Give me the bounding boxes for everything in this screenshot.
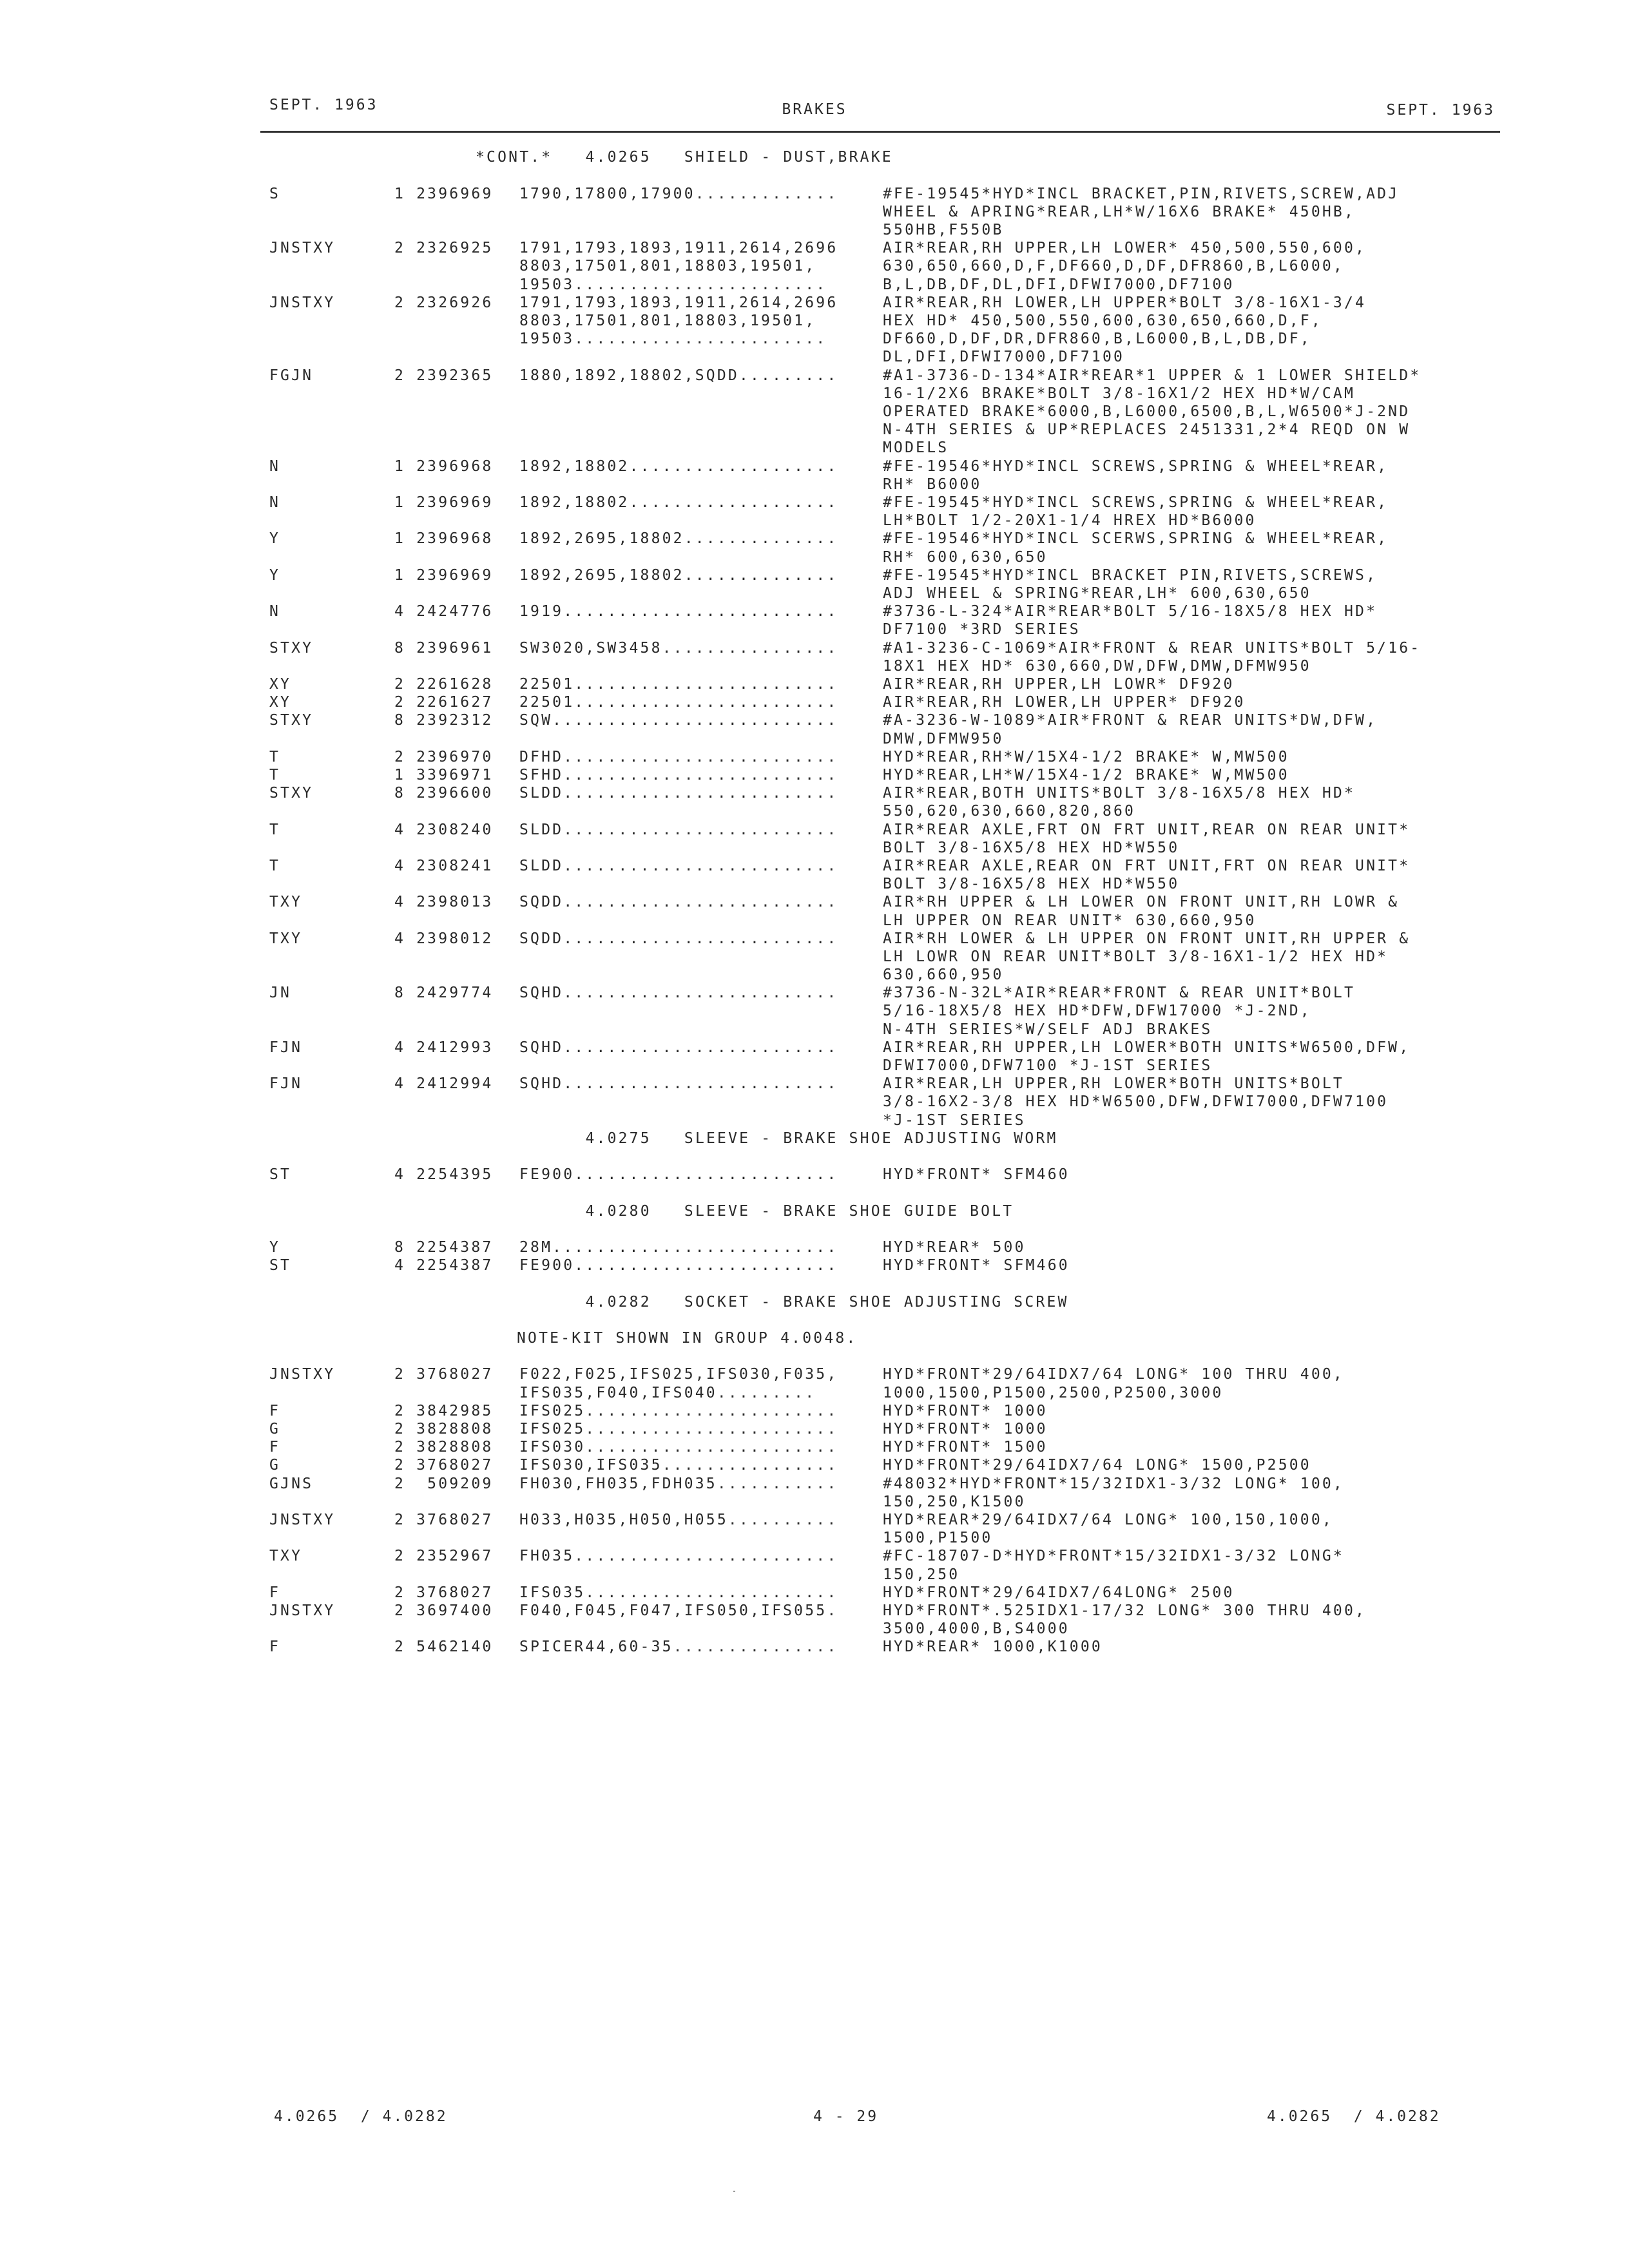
entry-description-continuation: *J-1ST SERIES <box>883 1112 1026 1129</box>
entry-qty-part-number: 1 2396968 <box>394 458 494 475</box>
entry-applicable-models: SLDD......................... <box>519 822 838 838</box>
entry-model-codes: JNSTXY <box>269 1602 336 1619</box>
entry-models-continuation: 8803,17501,801,18803,19501, <box>519 312 816 329</box>
entry-applicable-models: FH035........................ <box>519 1548 838 1564</box>
entry-description: #A1-3236-C-1069*AIR*FRONT & REAR UNITS*BOLT 5/16- <box>883 640 1422 657</box>
entry-qty-part-number: 2 3828808 <box>394 1421 494 1437</box>
entry-applicable-models: FE900........................ <box>519 1257 838 1274</box>
entry-applicable-models: FE900........................ <box>519 1166 838 1183</box>
entry-description-continuation: LH LOWR ON REAR UNIT*BOLT 3/8-16X1-1/2 HEX HD* <box>883 948 1389 965</box>
entry-description: #FE-19545*HYD*INCL BRACKET PIN,RIVETS,SCREWS, <box>883 567 1378 584</box>
entry-applicable-models: 1892,2695,18802.............. <box>519 567 838 584</box>
entry-description: #3736-L-324*AIR*REAR*BOLT 5/16-18X5/8 HEX HD* <box>883 603 1378 620</box>
entry-description: HYD*FRONT* 1500 <box>883 1439 1048 1456</box>
entry-description-continuation: RH* B6000 <box>883 476 982 493</box>
entry-description: HYD*FRONT*29/64IDX7/64 LONG* 1500,P2500 <box>883 1457 1311 1474</box>
entry-qty-part-number: 2 2326925 <box>394 240 494 256</box>
entry-description-continuation: N-4TH SERIES & UP*REPLACES 2451331,2*4 REQD ON W <box>883 421 1411 438</box>
header-title: BRAKES <box>782 101 847 118</box>
section-heading: 4.0282 SOCKET - BRAKE SHOE ADJUSTING SCREW <box>476 1294 1069 1311</box>
entry-qty-part-number: 2 509209 <box>394 1475 494 1492</box>
entry-qty-part-number: 8 2392312 <box>394 712 494 729</box>
entry-description-continuation: 18X1 HEX HD* 630,660,DW,DFW,DMW,DFMW950 <box>883 658 1311 675</box>
entry-qty-part-number: 2 3828808 <box>394 1439 494 1456</box>
entry-qty-part-number: 4 2308241 <box>394 858 494 874</box>
entry-models-continuation: IFS035,F040,IFS040......... <box>519 1385 816 1401</box>
entry-qty-part-number: 4 2254387 <box>394 1257 494 1274</box>
entry-description: AIR*RH UPPER & LH LOWER ON FRONT UNIT,RH LOWR & <box>883 894 1400 910</box>
entry-model-codes: STXY <box>269 712 314 729</box>
entry-description: AIR*REAR,RH UPPER,LH LOWER*BOTH UNITS*W6500,DFW, <box>883 1039 1411 1056</box>
entry-description: #A-3236-W-1089*AIR*FRONT & REAR UNITS*DW,DFW, <box>883 712 1378 729</box>
entry-applicable-models: IFS025....................... <box>519 1403 838 1419</box>
entry-qty-part-number: 2 2352967 <box>394 1548 494 1564</box>
entry-description-continuation: 550,620,630,660,820,860 <box>883 803 1136 820</box>
entry-qty-part-number: 2 5462140 <box>394 1639 494 1655</box>
entry-description: AIR*RH LOWER & LH UPPER ON FRONT UNIT,RH UPPER & <box>883 930 1411 947</box>
entry-description: HYD*FRONT*.525IDX1-17/32 LONG* 300 THRU 400, <box>883 1602 1367 1619</box>
entry-description: #3736-N-32L*AIR*REAR*FRONT & REAR UNIT*BOLT <box>883 985 1356 1001</box>
entry-description: HYD*REAR*29/64IDX7/64 LONG* 100,150,1000, <box>883 1512 1333 1528</box>
entry-model-codes: ST <box>269 1257 292 1274</box>
entry-qty-part-number: 1 2396969 <box>394 186 494 202</box>
entry-description: AIR*REAR AXLE,REAR ON FRT UNIT,FRT ON REAR UNIT* <box>883 858 1411 874</box>
entry-description: AIR*REAR,RH LOWER,LH UPPER* DF920 <box>883 694 1246 711</box>
entry-model-codes: G <box>269 1421 281 1437</box>
entry-description: AIR*REAR,RH UPPER,LH LOWR* DF920 <box>883 676 1235 693</box>
entry-qty-part-number: 4 2412993 <box>394 1039 494 1056</box>
entry-applicable-models: SLDD......................... <box>519 785 838 802</box>
entry-description: HYD*REAR,LH*W/15X4-1/2 BRAKE* W,MW500 <box>883 767 1289 783</box>
entry-applicable-models: IFS030....................... <box>519 1439 838 1456</box>
entry-description-continuation: DF7100 *3RD SERIES <box>883 621 1081 638</box>
header-date-left: SEPT. 1963 <box>269 97 378 113</box>
entry-description-continuation: OPERATED BRAKE*6000,B,L6000,6500,B,L,W6500*J-2ND <box>883 403 1411 420</box>
entry-model-codes: STXY <box>269 785 314 802</box>
footer-page-number: 4 - 29 <box>813 2108 879 2125</box>
entry-qty-part-number: 8 2429774 <box>394 985 494 1001</box>
entry-model-codes: TXY <box>269 894 303 910</box>
entry-qty-part-number: 2 3842985 <box>394 1403 494 1419</box>
entry-description-continuation: 3500,4000,B,S4000 <box>883 1620 1070 1637</box>
entry-description: HYD*FRONT*29/64IDX7/64LONG* 2500 <box>883 1584 1235 1601</box>
entry-description-continuation: 1500,P1500 <box>883 1530 993 1546</box>
entry-model-codes: XY <box>269 694 292 711</box>
entry-qty-part-number: 1 2396969 <box>394 494 494 511</box>
entry-description-continuation: 630,660,950 <box>883 966 1004 983</box>
entry-description: HYD*FRONT* 1000 <box>883 1403 1048 1419</box>
entry-applicable-models: SPICER44,60-35............... <box>519 1639 838 1655</box>
entry-models-continuation: 8803,17501,801,18803,19501, <box>519 258 816 274</box>
entry-qty-part-number: 8 2254387 <box>394 1239 494 1256</box>
entry-applicable-models: IFS030,IFS035................ <box>519 1457 838 1474</box>
entry-model-codes: TXY <box>269 1548 303 1564</box>
entry-applicable-models: 1880,1892,18802,SQDD......... <box>519 367 838 384</box>
entry-description-continuation: LH*BOLT 1/2-20X1-1/4 HREX HD*B6000 <box>883 512 1257 529</box>
entry-description: HYD*FRONT*29/64IDX7/64 LONG* 100 THRU 400, <box>883 1366 1344 1383</box>
entry-model-codes: FGJN <box>269 367 314 384</box>
entry-applicable-models: 1892,2695,18802.............. <box>519 530 838 547</box>
entry-applicable-models: 1919......................... <box>519 603 838 620</box>
footer-ref-right: 4.0265 / 4.0282 <box>1267 2108 1441 2125</box>
entry-qty-part-number: 2 3768027 <box>394 1584 494 1601</box>
entry-model-codes: JNSTXY <box>269 240 336 256</box>
entry-description-continuation: DMW,DFMW950 <box>883 731 1004 747</box>
entry-qty-part-number: 4 2424776 <box>394 603 494 620</box>
entry-qty-part-number: 4 2254395 <box>394 1166 494 1183</box>
entry-applicable-models: FH030,FH035,FDH035........... <box>519 1475 838 1492</box>
entry-description: #FE-19546*HYD*INCL SCERWS,SPRING & WHEEL*REAR, <box>883 530 1389 547</box>
entry-description-continuation: DF660,D,DF,DR,DFR860,B,L6000,B,L,DB,DF, <box>883 331 1311 347</box>
entry-description: HYD*REAR* 1000,K1000 <box>883 1639 1103 1655</box>
footer-ref-left: 4.0265 / 4.0282 <box>274 2108 448 2125</box>
entry-qty-part-number: 1 2396968 <box>394 530 494 547</box>
entry-description-continuation: DL,DFI,DFWI7000,DF7100 <box>883 349 1125 365</box>
entry-description: HYD*FRONT* SFM460 <box>883 1166 1070 1183</box>
entry-applicable-models: H033,H035,H050,H055.......... <box>519 1512 838 1528</box>
entry-model-codes: T <box>269 767 281 783</box>
entry-models-continuation: 19503....................... <box>519 276 827 293</box>
entry-qty-part-number: 2 3768027 <box>394 1366 494 1383</box>
entry-qty-part-number: 2 2396970 <box>394 749 494 765</box>
entry-model-codes: JNSTXY <box>269 1512 336 1528</box>
entry-qty-part-number: 2 2326926 <box>394 294 494 311</box>
entry-qty-part-number: 2 2261628 <box>394 676 494 693</box>
entry-model-codes: GJNS <box>269 1475 314 1492</box>
entry-description: HYD*FRONT* 1000 <box>883 1421 1048 1437</box>
entry-qty-part-number: 1 3396971 <box>394 767 494 783</box>
entry-description-continuation: 630,650,660,D,F,DF660,D,DF,DFR860,B,L6000, <box>883 258 1344 274</box>
entry-model-codes: T <box>269 858 281 874</box>
section-heading: *CONT.* 4.0265 SHIELD - DUST,BRAKE <box>476 149 893 166</box>
entry-model-codes: F <box>269 1584 281 1601</box>
entry-description-continuation: 550HB,F550B <box>883 222 1004 238</box>
entry-model-codes: F <box>269 1439 281 1456</box>
header-date-right: SEPT. 1963 <box>1386 102 1495 119</box>
entry-description: #FC-18707-D*HYD*FRONT*15/32IDX1-3/32 LONG* <box>883 1548 1344 1564</box>
entry-description: #FE-19546*HYD*INCL SCREWS,SPRING & WHEEL*REAR, <box>883 458 1389 475</box>
section-heading: 4.0280 SLEEVE - BRAKE SHOE GUIDE BOLT <box>476 1203 1014 1220</box>
header-rule <box>260 131 1500 133</box>
entry-applicable-models: IFS025....................... <box>519 1421 838 1437</box>
entry-description-continuation: 3/8-16X2-3/8 HEX HD*W6500,DFW,DFWI7000,DFW7100 <box>883 1093 1389 1110</box>
entry-qty-part-number: 4 2412994 <box>394 1075 494 1092</box>
entry-qty-part-number: 8 2396961 <box>394 640 494 657</box>
entry-qty-part-number: 8 2396600 <box>394 785 494 802</box>
entry-description: AIR*REAR,RH LOWER,LH UPPER*BOLT 3/8-16X1-3/4 <box>883 294 1367 311</box>
entry-model-codes: N <box>269 458 281 475</box>
entry-model-codes: Y <box>269 567 281 584</box>
entry-qty-part-number: 4 2398012 <box>394 930 494 947</box>
entry-model-codes: N <box>269 494 281 511</box>
entry-description: #FE-19545*HYD*INCL SCREWS,SPRING & WHEEL*REAR, <box>883 494 1389 511</box>
entry-applicable-models: SQHD......................... <box>519 1039 838 1056</box>
entry-applicable-models: 28M.......................... <box>519 1239 838 1256</box>
entry-model-codes: FJN <box>269 1075 303 1092</box>
entry-model-codes: S <box>269 186 281 202</box>
entry-qty-part-number: 2 3768027 <box>394 1457 494 1474</box>
entry-description-continuation: BOLT 3/8-16X5/8 HEX HD*W550 <box>883 840 1180 856</box>
section-heading: 4.0275 SLEEVE - BRAKE SHOE ADJUSTING WORM <box>476 1130 1058 1147</box>
entry-applicable-models: 22501........................ <box>519 676 838 693</box>
entry-description-continuation: 150,250,K1500 <box>883 1494 1026 1510</box>
entry-models-continuation: 19503....................... <box>519 331 827 347</box>
entry-model-codes: F <box>269 1403 281 1419</box>
entry-applicable-models: DFHD......................... <box>519 749 838 765</box>
entry-description: AIR*REAR AXLE,FRT ON FRT UNIT,REAR ON REAR UNIT* <box>883 822 1411 838</box>
entry-applicable-models: SQDD......................... <box>519 930 838 947</box>
entry-description-continuation: ADJ WHEEL & SPRING*REAR,LH* 600,630,650 <box>883 585 1311 602</box>
entry-applicable-models: SQHD......................... <box>519 985 838 1001</box>
entry-model-codes: JNSTXY <box>269 1366 336 1383</box>
entry-description-continuation: MODELS <box>883 439 949 456</box>
entry-qty-part-number: 1 2396969 <box>394 567 494 584</box>
entry-qty-part-number: 2 2392365 <box>394 367 494 384</box>
entry-applicable-models: SQDD......................... <box>519 894 838 910</box>
entry-applicable-models: IFS035....................... <box>519 1584 838 1601</box>
entry-applicable-models: 1790,17800,17900............. <box>519 186 838 202</box>
entry-description-continuation: 16-1/2X6 BRAKE*BOLT 3/8-16X1/2 HEX HD*W/CAM <box>883 385 1356 402</box>
entry-description: AIR*REAR,LH UPPER,RH LOWER*BOTH UNITS*BOLT <box>883 1075 1344 1092</box>
entry-applicable-models: SQW.......................... <box>519 712 838 729</box>
section-note: NOTE-KIT SHOWN IN GROUP 4.0048. <box>517 1330 858 1347</box>
entry-model-codes: STXY <box>269 640 314 657</box>
entry-model-codes: XY <box>269 676 292 693</box>
entry-description-continuation: DFWI7000,DFW7100 *J-1ST SERIES <box>883 1057 1213 1074</box>
entry-description: #FE-19545*HYD*INCL BRACKET,PIN,RIVETS,SCREW,ADJ <box>883 186 1400 202</box>
entry-model-codes: N <box>269 603 281 620</box>
entry-description: #A1-3736-D-134*AIR*REAR*1 UPPER & 1 LOWER SHIELD* <box>883 367 1422 384</box>
entry-description-continuation: LH UPPER ON REAR UNIT* 630,660,950 <box>883 912 1257 929</box>
entry-description-continuation: B,L,DB,DF,DL,DFI,DFWI7000,DF7100 <box>883 276 1235 293</box>
entry-applicable-models: 1892,18802................... <box>519 458 838 475</box>
entry-applicable-models: 22501........................ <box>519 694 838 711</box>
entry-description-continuation: RH* 600,630,650 <box>883 549 1048 566</box>
entry-description-continuation: BOLT 3/8-16X5/8 HEX HD*W550 <box>883 876 1180 892</box>
entry-model-codes: TXY <box>269 930 303 947</box>
entry-model-codes: JN <box>269 985 292 1001</box>
entry-description-continuation: HEX HD* 450,500,550,600,630,650,660,D,F, <box>883 312 1322 329</box>
entry-applicable-models: 1892,18802................... <box>519 494 838 511</box>
entry-model-codes: Y <box>269 530 281 547</box>
entry-description-continuation: 1000,1500,P1500,2500,P2500,3000 <box>883 1385 1224 1401</box>
scan-speck <box>733 2191 735 2192</box>
entry-description-continuation: N-4TH SERIES*W/SELF ADJ BRAKES <box>883 1021 1213 1038</box>
entry-applicable-models: SLDD......................... <box>519 858 838 874</box>
entry-qty-part-number: 2 2261627 <box>394 694 494 711</box>
entry-model-codes: ST <box>269 1166 292 1183</box>
entry-qty-part-number: 4 2398013 <box>394 894 494 910</box>
entry-description: AIR*REAR,RH UPPER,LH LOWER* 450,500,550,600, <box>883 240 1367 256</box>
entry-qty-part-number: 2 3697400 <box>394 1602 494 1619</box>
entry-qty-part-number: 2 3768027 <box>394 1512 494 1528</box>
entry-applicable-models: SFHD......................... <box>519 767 838 783</box>
entry-qty-part-number: 4 2308240 <box>394 822 494 838</box>
entry-description: HYD*REAR,RH*W/15X4-1/2 BRAKE* W,MW500 <box>883 749 1289 765</box>
entry-model-codes: Y <box>269 1239 281 1256</box>
entry-applicable-models: F022,F025,IFS025,IFS030,F035, <box>519 1366 838 1383</box>
entry-description-continuation: 150,250 <box>883 1566 960 1583</box>
entry-model-codes: T <box>269 749 281 765</box>
entry-description: AIR*REAR,BOTH UNITS*BOLT 3/8-16X5/8 HEX HD* <box>883 785 1356 802</box>
entry-model-codes: G <box>269 1457 281 1474</box>
entry-description: #48032*HYD*FRONT*15/32IDX1-3/32 LONG* 100, <box>883 1475 1344 1492</box>
entry-model-codes: JNSTXY <box>269 294 336 311</box>
entry-model-codes: FJN <box>269 1039 303 1056</box>
entry-description: HYD*REAR* 500 <box>883 1239 1026 1256</box>
entry-model-codes: T <box>269 822 281 838</box>
entry-applicable-models: F040,F045,F047,IFS050,IFS055. <box>519 1602 838 1619</box>
entry-description-continuation: 5/16-18X5/8 HEX HD*DFW,DFW17000 *J-2ND, <box>883 1003 1311 1019</box>
entry-description-continuation: WHEEL & APRING*REAR,LH*W/16X6 BRAKE* 450HB, <box>883 204 1356 220</box>
entry-applicable-models: 1791,1793,1893,1911,2614,2696 <box>519 294 838 311</box>
entry-applicable-models: SQHD......................... <box>519 1075 838 1092</box>
entry-model-codes: F <box>269 1639 281 1655</box>
entry-applicable-models: 1791,1793,1893,1911,2614,2696 <box>519 240 838 256</box>
entry-applicable-models: SW3020,SW3458................ <box>519 640 838 657</box>
entry-description: HYD*FRONT* SFM460 <box>883 1257 1070 1274</box>
